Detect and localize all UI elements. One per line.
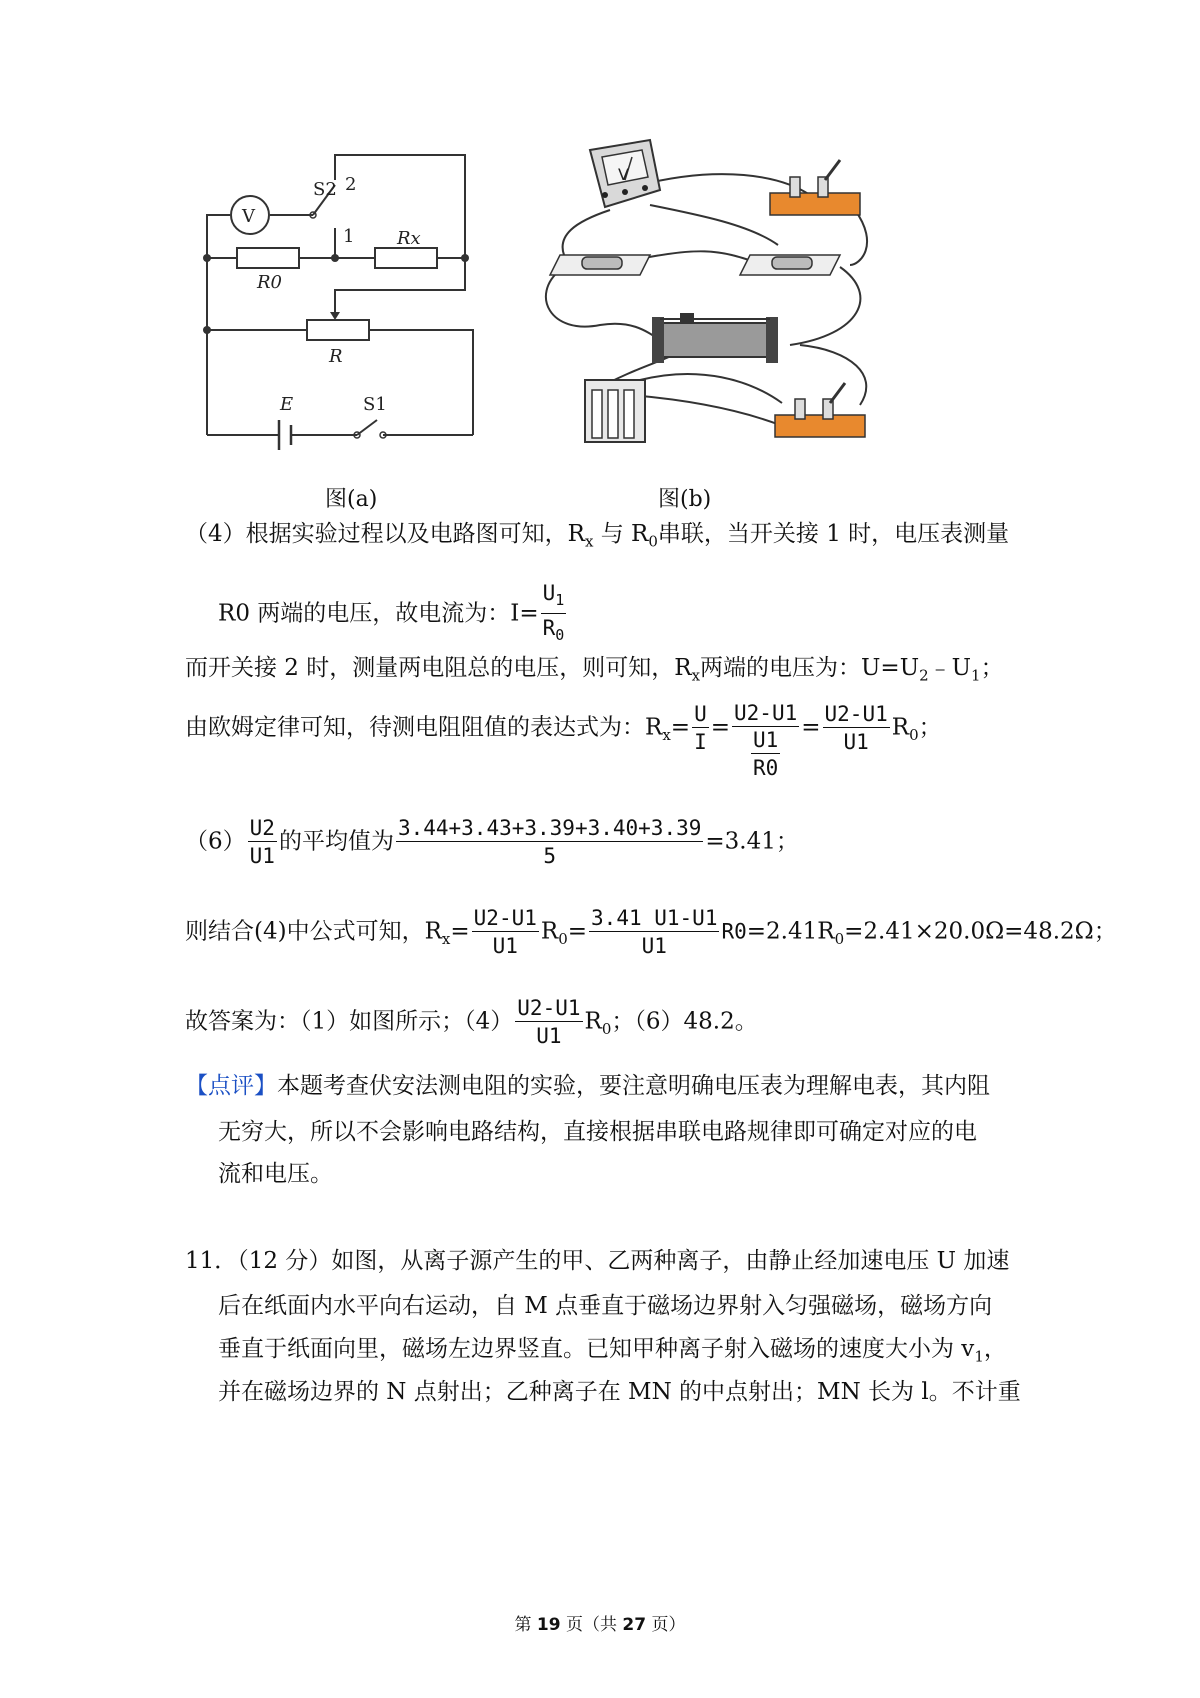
text: 第 bbox=[514, 1615, 532, 1635]
text: ；（6）48.2。 bbox=[611, 1008, 758, 1035]
text: R0 bbox=[721, 919, 747, 944]
fraction-u-over-i bbox=[692, 701, 709, 756]
text-line-7 bbox=[185, 815, 799, 870]
text: ； bbox=[980, 655, 1004, 681]
voltmeter-label: V bbox=[242, 206, 255, 227]
switch-s2-pos1-label: 1 bbox=[343, 226, 355, 247]
fraction-numerator: U2-U1 bbox=[824, 702, 888, 726]
fraction-denominator: U1 bbox=[843, 730, 869, 754]
fraction-substituted bbox=[589, 905, 719, 960]
text: ， bbox=[983, 1336, 1007, 1362]
figure-a-caption: 图(a) bbox=[325, 487, 378, 512]
text: ﹣U bbox=[928, 655, 972, 681]
battery-e-label: E bbox=[280, 394, 294, 415]
fraction-numerator: U bbox=[694, 702, 707, 726]
page-footer bbox=[0, 1610, 1200, 1635]
fraction-numerator: 3.41 U1-U1 bbox=[591, 906, 718, 930]
fraction-u2-over-u1 bbox=[248, 815, 277, 870]
resistor-r0-label: R0 bbox=[257, 272, 283, 293]
fraction-diff-over-u1 bbox=[515, 995, 582, 1050]
text: R bbox=[891, 714, 910, 741]
total-pages: 27 bbox=[622, 1615, 647, 1635]
subscript: 1 bbox=[974, 1347, 984, 1366]
question-11-line-3 bbox=[218, 1333, 1007, 1373]
fraction-numerator: U bbox=[542, 581, 556, 605]
subscript: 2 bbox=[919, 666, 929, 685]
fraction-nested bbox=[732, 700, 799, 782]
fraction-average bbox=[396, 815, 703, 870]
fraction-numerator: U2-U1 bbox=[517, 996, 581, 1020]
comment-tag: 【点评】 bbox=[185, 1073, 277, 1099]
page-number: 19 bbox=[536, 1615, 561, 1635]
apparatus-diagram-b bbox=[520, 135, 880, 455]
text-line-5 bbox=[185, 652, 1004, 692]
subscript: 1 bbox=[971, 666, 981, 685]
equals-sign: = bbox=[670, 714, 691, 741]
text: 与 R bbox=[600, 521, 649, 547]
text: =3.41； bbox=[705, 828, 799, 855]
text-line-4b bbox=[218, 580, 568, 649]
subscript: 1 bbox=[555, 591, 565, 610]
fraction-u1-over-r0 bbox=[751, 727, 780, 782]
subscript: 0 bbox=[648, 532, 658, 551]
text: 的平均值为 bbox=[278, 828, 394, 855]
fraction-denominator: U1 bbox=[641, 934, 667, 958]
text: R0 两端的电压，故电流为：I= bbox=[218, 600, 539, 627]
text: 本题考查伏安法测电阻的实验，要注意明确电压表为理解电表，其内阻 bbox=[277, 1073, 990, 1099]
text: R bbox=[540, 918, 559, 945]
fraction-denominator: I bbox=[694, 730, 707, 754]
text: 由欧姆定律可知，待测电阻阻值的表达式为：R bbox=[185, 714, 663, 741]
equals-sign: = bbox=[450, 918, 470, 945]
subscript: 0 bbox=[555, 626, 565, 645]
question-11-line-1: 11．（12 分）如图，从离子源产生的甲、乙两种离子，由静止经加速电压 U 加速 bbox=[185, 1248, 1010, 1274]
text-line-4a bbox=[185, 518, 1009, 558]
equals-sign: = bbox=[567, 918, 588, 945]
figure-b-caption: 图(b) bbox=[658, 487, 712, 512]
comment-line-1 bbox=[185, 1070, 990, 1102]
subscript: x bbox=[691, 666, 701, 685]
text: （4）根据实验过程以及电路图可知，R bbox=[185, 521, 585, 547]
fraction-numerator: U2-U1 bbox=[473, 906, 537, 930]
comment-line-3: 流和电压。 bbox=[218, 1161, 333, 1187]
text: 则结合(4)中公式可知，R bbox=[185, 918, 442, 945]
text-line-6 bbox=[185, 700, 942, 782]
text-line-9 bbox=[185, 995, 758, 1050]
equals-sign: = bbox=[710, 714, 731, 741]
text: 而开关接 2 时，测量两电阻总的电压，则可知，R bbox=[185, 655, 692, 681]
fraction-denominator: 5 bbox=[543, 844, 556, 868]
fraction-current bbox=[541, 580, 567, 649]
subscript: 0 bbox=[909, 726, 919, 745]
fraction-denominator: U1 bbox=[536, 1024, 562, 1048]
switch-s2-label: S2 bbox=[313, 179, 337, 200]
text: 故答案为：（1）如图所示；（4） bbox=[185, 1008, 514, 1035]
resistor-rx-label: Rx bbox=[397, 228, 421, 249]
rheostat-r-label: R bbox=[329, 346, 343, 367]
circuit-diagram-a bbox=[175, 140, 505, 470]
text: R bbox=[584, 1008, 602, 1035]
equals-sign: = bbox=[801, 714, 821, 741]
subscript: x bbox=[584, 532, 594, 551]
fraction-diff-over-u1 bbox=[823, 701, 890, 756]
text: （6） bbox=[185, 828, 246, 855]
subscript: x bbox=[662, 726, 671, 745]
meter-v-label: V bbox=[618, 165, 629, 184]
fraction-numerator: 3.44+3.43+3.39+3.40+3.39 bbox=[397, 816, 702, 840]
fraction-denominator: R0 bbox=[752, 756, 779, 780]
fraction-numerator: U2 bbox=[249, 816, 275, 840]
subscript: x bbox=[441, 930, 451, 949]
text: ； bbox=[918, 714, 942, 741]
text: =2.41×20.0Ω=48.2Ω； bbox=[844, 918, 1117, 945]
text: =2.41R bbox=[746, 918, 835, 945]
switch-s2-pos2-label: 2 bbox=[345, 174, 357, 195]
fraction-diff-over-u1 bbox=[472, 905, 539, 960]
fraction-numerator: U1 bbox=[752, 728, 779, 752]
text: 页） bbox=[651, 1615, 686, 1635]
question-11-line-4: 并在磁场边界的 N 点射出；乙种离子在 MN 的中点射出；MN 长为 l。不计重 bbox=[218, 1379, 1021, 1405]
subscript: 0 bbox=[601, 1020, 612, 1039]
comment-line-2: 无穷大，所以不会影响电路结构，直接根据串联电路规律即可确定对应的电 bbox=[218, 1119, 977, 1145]
text: 串联，当开关接 1 时，电压表测量 bbox=[657, 521, 1010, 547]
text: 两端的电压为：U=U bbox=[700, 655, 920, 681]
question-11-line-2: 后在纸面内水平向右运动，自 M 点垂直于磁场边界射入匀强磁场，磁场方向 bbox=[218, 1293, 993, 1319]
text: 垂直于纸面向里，磁场左边界竖直。已知甲种离子射入磁场的速度大小为 v bbox=[218, 1336, 975, 1362]
fraction-denominator: R bbox=[542, 616, 556, 641]
fraction-denominator: U1 bbox=[492, 934, 518, 958]
fraction-denominator: U1 bbox=[249, 844, 275, 868]
switch-s1-label: S1 bbox=[363, 394, 387, 415]
fraction-numerator: U2-U1 bbox=[734, 701, 798, 725]
subscript: 0 bbox=[834, 930, 845, 949]
text: 页（共 bbox=[566, 1615, 617, 1635]
subscript: 0 bbox=[558, 930, 568, 949]
text-line-8 bbox=[185, 905, 1117, 960]
